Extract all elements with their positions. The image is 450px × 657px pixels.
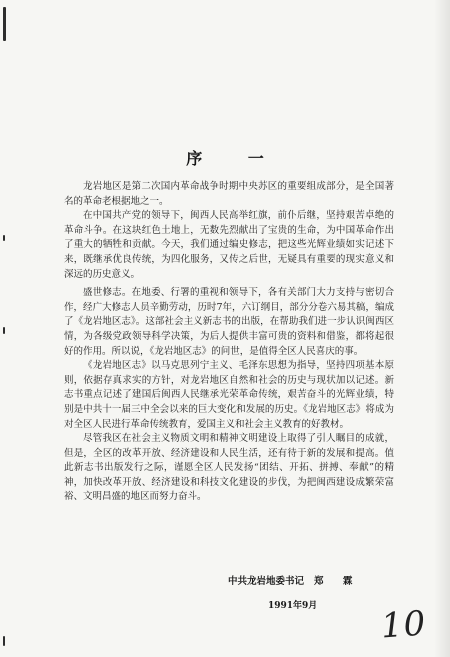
signature-line <box>228 573 360 587</box>
signature-title: 中共龙岩地委书记 <box>228 576 305 587</box>
paragraph-1: 龙岩地区是第二次国内革命战争时期中央苏区的重要组成部分，是全国著名的革命老根据地之一。 <box>64 181 394 207</box>
signature-name: 郑 霖 <box>314 576 361 587</box>
paragraph-5: 尽管我区在社会主义物质文明和精神文明建设上取得了引人瞩目的成就，但是，全区的改革开放、经济建设和人民生活，还有待于新的发展和提高。值此新志书出版发行之际，谨愿全区人民发扬“团结、开拓、拼搏、奉献”的精神，加快改革开放、经济建设和科技文化建设的步伐，为把闽西建设成繁荣富裕、文明昌盛的地区而努力奋斗。 <box>64 433 394 503</box>
handwritten-page-number: 10 <box>379 603 428 647</box>
paragraph-4: 《龙岩地区志》以马克思列宁主义、毛泽东思想为指导，坚持四项基本原则，依据存真求实的方针，对龙岩地区自然和社会的历史与现状加以记述。新志书重点记述了建国后闽西人民继承光荣革命传统，艰苦奋斗的光辉业绩，特别是中共十一届三中全会以来的巨大变化和发展的历史。《龙岩地区志》将成为对全区人民进行革命传统教育，爱国主义和社会主义教育的好教材。 <box>64 360 394 430</box>
paragraph-3: 盛世修志。在地委、行署的重视和领导下，各有关部门大力支持与密切合作，经广大修志人员辛勤劳动，历时7年，六订纲目，部分分卷六易其稿，编成了《龙岩地区志》。这部社会主义新志书的出版，在帮助我们进一步认识闽西区情，为各级党政领导科学决策，为后人提供丰富可贵的资料和借鉴，都将起很好的作用。所以说，《龙岩地区志》的问世，是值得全区人民喜庆的事。 <box>64 287 394 357</box>
paragraph-2: 在中国共产党的领导下，闽西人民高举红旗，前仆后继，坚持艰苦卓绝的革命斗争。在这块红色土地上，无数先烈献出了宝贵的生命，为中国革命作出了重大的牺牲和贡献。今天，我们通过编史修志，把这些光辉业绩如实记述下来，既继承优良传统，为四化服务，又传之后世，无疑具有重要的现实意义和深远的历史意义。 <box>64 210 394 280</box>
scan-binding-mark <box>3 7 6 41</box>
scan-binding-mark <box>3 327 5 334</box>
scan-binding-mark <box>3 235 5 241</box>
signature-date: 1991年9月 <box>268 601 318 611</box>
scan-binding-mark <box>3 636 5 646</box>
preface-title: 序 一 <box>186 149 284 168</box>
scan-edge-shadow <box>434 0 450 657</box>
preface-body <box>64 180 394 505</box>
